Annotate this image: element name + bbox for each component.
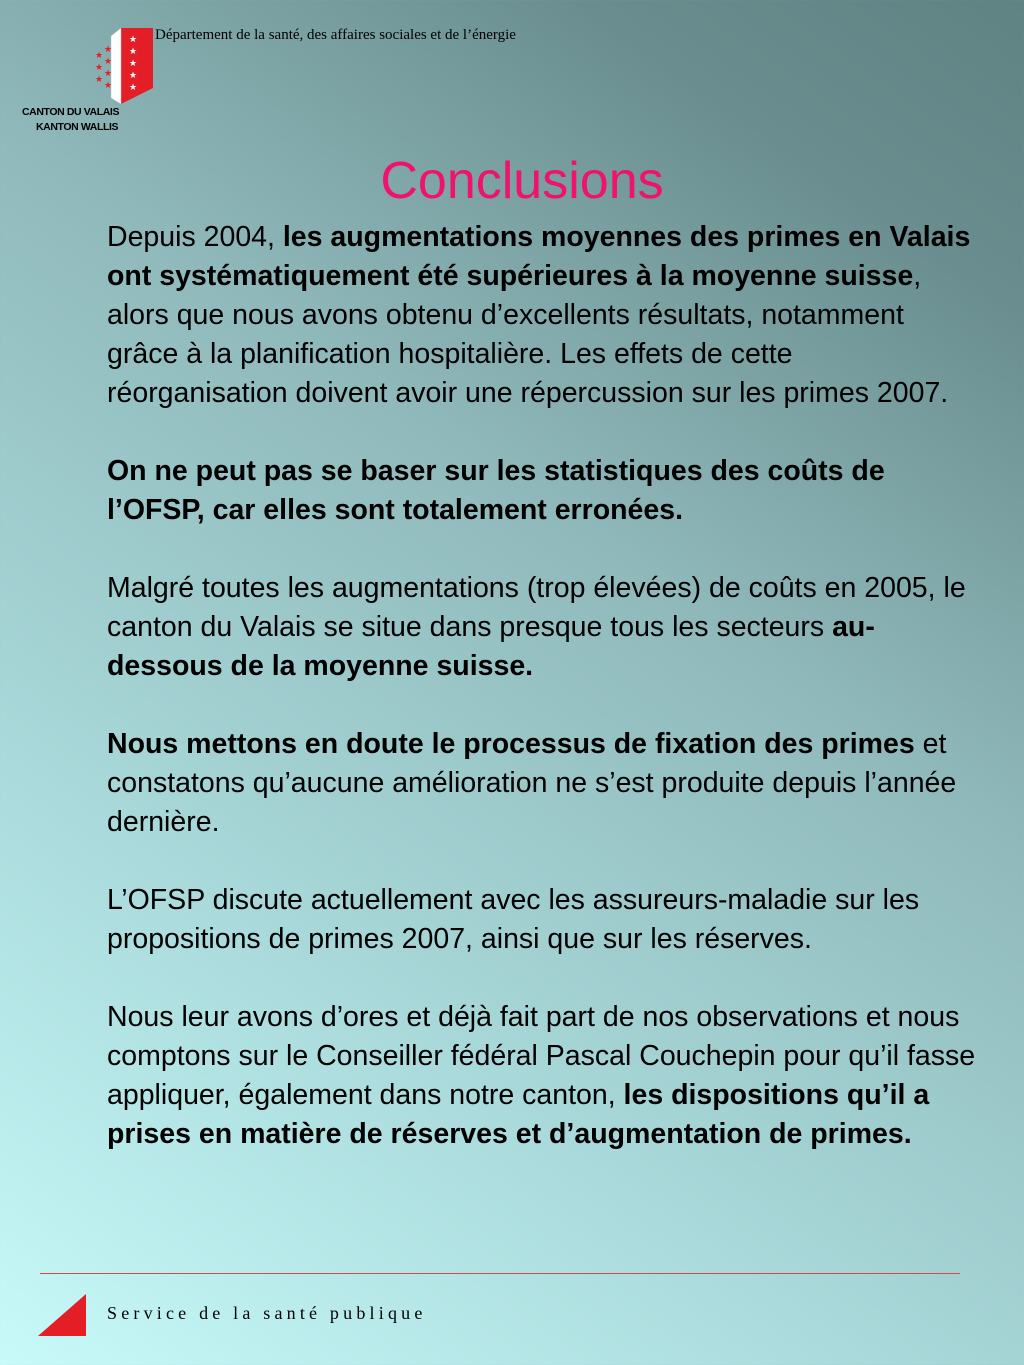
conclusions-body — [107, 218, 977, 1193]
text-run: Nous leur avons d’ores et déjà fait part de nos observations et nous comptons sur le Conseiller fédéral Pascal Couchepin pour qu’il fasse appliquer, également dans notre canton, — [107, 1001, 976, 1111]
paragraph-ofsp-statistics — [107, 452, 977, 530]
paragraph-ofsp-discussion — [107, 881, 977, 959]
svg-text:★: ★ — [95, 75, 104, 85]
text-run: et constatons qu’aucune amélioration ne s’est produite depuis l’année dernière. — [107, 728, 957, 838]
valais-flag-icon — [93, 28, 153, 104]
text-run: Malgré toutes les augmentations (trop élevées) de coûts en 2005, le canton du Valais se situe dans presque tous les secteurs — [107, 572, 966, 643]
svg-text:★: ★ — [129, 59, 138, 69]
logo-text-de: KANTON WALLIS — [36, 121, 119, 133]
svg-text:★: ★ — [104, 81, 113, 91]
department-header: Département de la santé, des affaires sociales et de l’énergie — [155, 27, 516, 43]
svg-text:★: ★ — [95, 51, 104, 61]
svg-text:★: ★ — [104, 57, 113, 67]
red-triangle-icon — [38, 1294, 86, 1336]
svg-text:★: ★ — [129, 35, 138, 45]
logo-text-fr: CANTON DU VALAIS — [22, 106, 120, 118]
svg-text:★: ★ — [95, 63, 104, 73]
footer-divider — [40, 1273, 960, 1274]
svg-text:★: ★ — [129, 71, 138, 81]
bold-run: On ne peut pas se baser sur les statistiques des coûts de l’OFSP, car elles sont totalement erronées. — [107, 455, 885, 526]
paragraph-costs-2005 — [107, 569, 977, 686]
svg-text:★: ★ — [129, 83, 138, 93]
page-title: Conclusions — [380, 151, 664, 210]
svg-text:★: ★ — [104, 69, 113, 79]
bold-run: les augmentations moyennes des primes en Valais ont systématiquement été supérieures à la moyenne suisse — [107, 221, 971, 292]
footer-service: Service de la santé publique — [107, 1303, 427, 1323]
bold-run: au-dessous de la moyenne suisse. — [107, 611, 875, 682]
canton-logo — [18, 22, 138, 142]
text-run: , alors que nous avons obtenu d’excellents résultats, notamment grâce à la planification hospitalière. Les effets de cette réorganisation doivent avoir une répercussion sur les primes 2007. — [107, 260, 949, 409]
svg-text:★: ★ — [129, 47, 138, 57]
bold-run: les dispositions qu’il a prises en matière de réserves et d’augmentation de primes. — [107, 1079, 930, 1150]
paragraph-observations — [107, 998, 977, 1154]
svg-text:★: ★ — [104, 45, 113, 55]
text-run: L’OFSP discute actuellement avec les assureurs-maladie sur les propositions de primes 2007, ainsi que sur les réserves. — [107, 884, 920, 955]
bold-run: Nous mettons en doute le processus de fixation des primes — [107, 728, 915, 760]
paragraph-premiums-history — [107, 218, 977, 413]
text-run: Depuis 2004, — [107, 221, 283, 253]
paragraph-premium-process — [107, 725, 977, 842]
